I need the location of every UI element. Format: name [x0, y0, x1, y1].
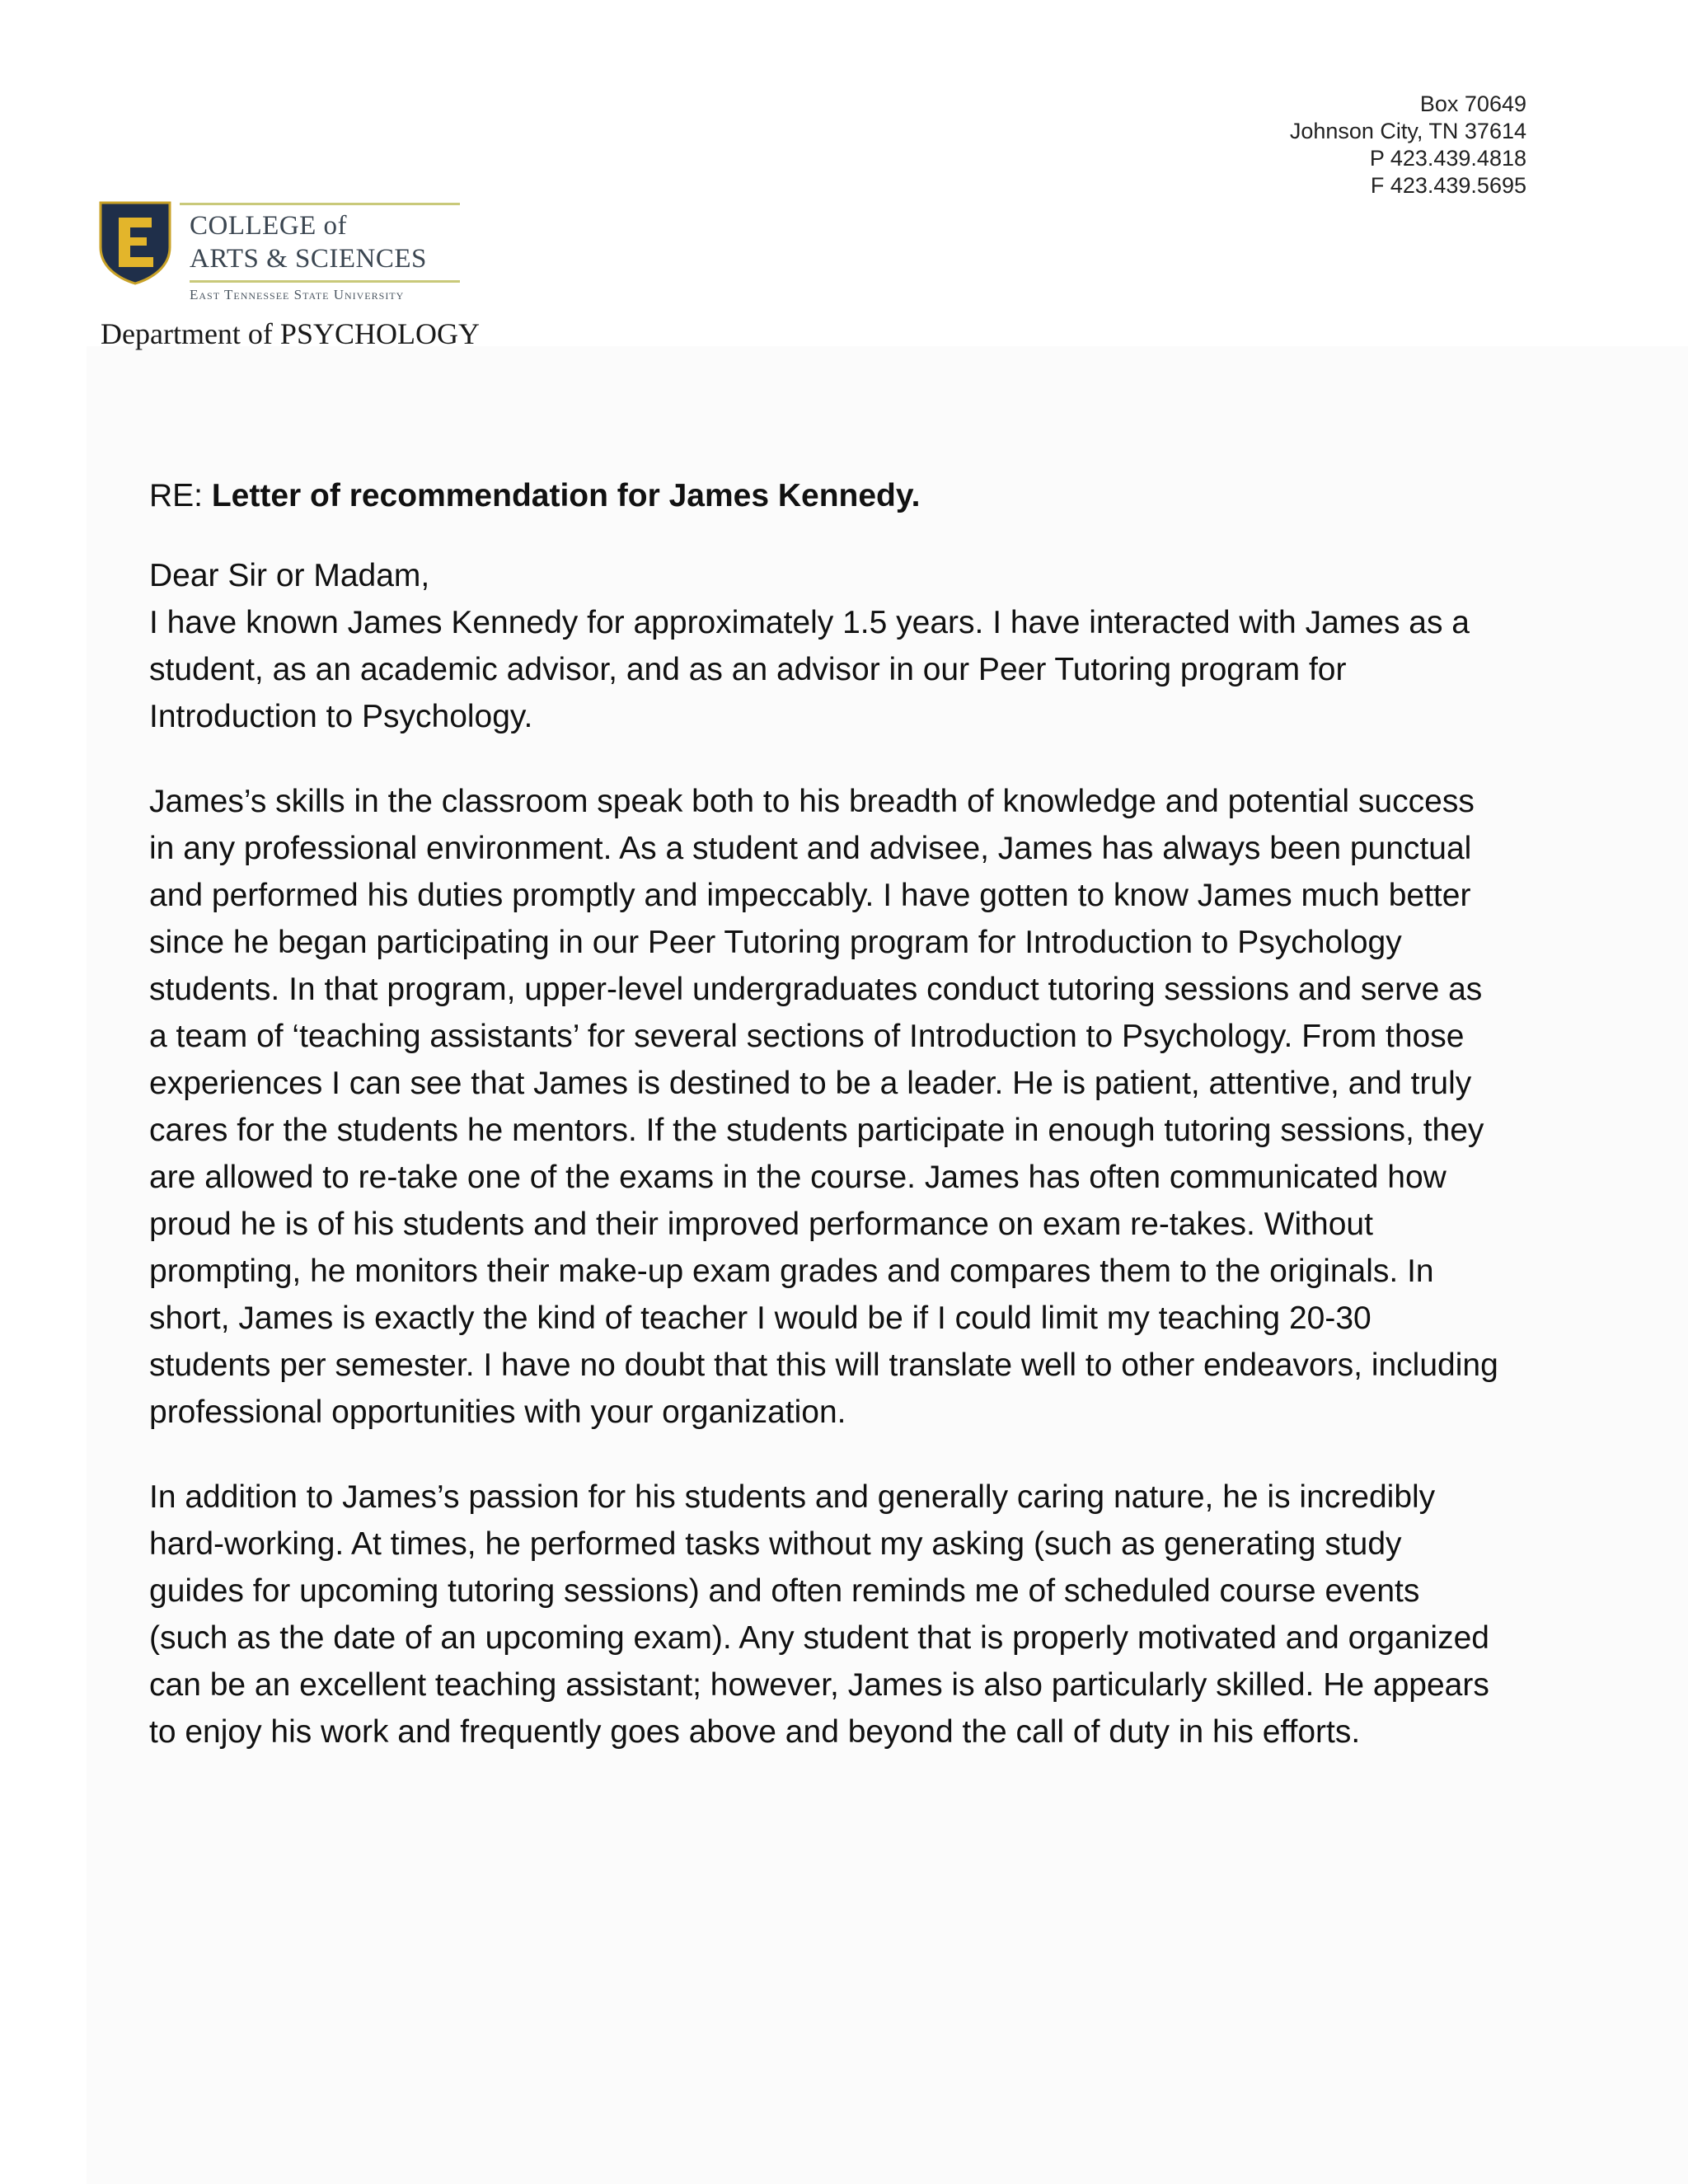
letter-body — [149, 472, 1501, 1755]
logo-college-text: COLLEGE of — [190, 211, 348, 241]
address-fax: F 423.439.5695 — [1370, 173, 1526, 198]
logo-rule-top — [180, 203, 460, 205]
logo-university-text: East Tennessee State University — [190, 287, 405, 302]
paragraph-1: I have known James Kennedy for approximately 1.5 years. I have interacted with James as a student, as an academic advisor, and as an advisor in our Peer Tutoring program for Introduction to Psychology. — [149, 605, 1470, 734]
logo-rule-middle — [190, 280, 460, 283]
logo-arts-sciences-text: ARTS & SCIENCES — [190, 244, 427, 274]
re-prefix: RE: — [149, 478, 212, 513]
address-phone: P 423.439.4818 — [1369, 146, 1526, 171]
address-city: Johnson City, TN 37614 — [1289, 119, 1526, 143]
college-logo — [97, 194, 468, 310]
etsu-shield-icon — [97, 199, 173, 285]
department-name: Department of PSYCHOLOGY — [101, 317, 480, 350]
re-line — [149, 472, 1501, 519]
salutation: Dear Sir or Madam, — [149, 558, 430, 593]
paragraph-2: James’s skills in the classroom speak both to his breadth of knowledge and potential success in any professional environment. As a student and advisee, James has always been punctual and performed his duties promptly and impeccably. I have gotten to know James much better since he began participating in our Peer Tutoring program for Introduction to Psychology students. In that program, upper-level undergraduates conduct tutoring sessions and serve as a team of ‘teaching assistants’ for several sections of Introduction to Psychology. From those experiences I can see that James is destined to be a leader. He is patient, attentive, and truly cares for the students he mentors. If the students participate in enough tutoring sessions, they are allowed to re-take one of the exams in the course. James has often communicated how proud he is of his students and their improved performance on exam re-takes. Without prompting, he monitors their make-up exam grades and compares them to the originals. In short, James is exactly the kind of teacher I would be if I could limit my teaching 20-30 students per semester. I have no doubt that this will translate well to other endeavors, including professional opportunities with your organization. — [149, 784, 1498, 1430]
return-address — [1290, 91, 1526, 199]
paragraph-3: In addition to James’s passion for his students and generally caring nature, he is incredibly hard-working. At times, he performed tasks without my asking (such as generating study guides for upcoming tutoring sessions) and often reminds me of scheduled course events (such as the date of an upcoming exam). Any student that is properly motivated and organized can be an excellent teaching assistant; however, James is also particularly skilled. He appears to enjoy his work and frequently goes above and beyond the call of duty in his efforts. — [149, 1479, 1489, 1750]
re-subject: Letter of recommendation for James Kennedy. — [211, 478, 921, 513]
address-box: Box 70649 — [1419, 91, 1526, 116]
